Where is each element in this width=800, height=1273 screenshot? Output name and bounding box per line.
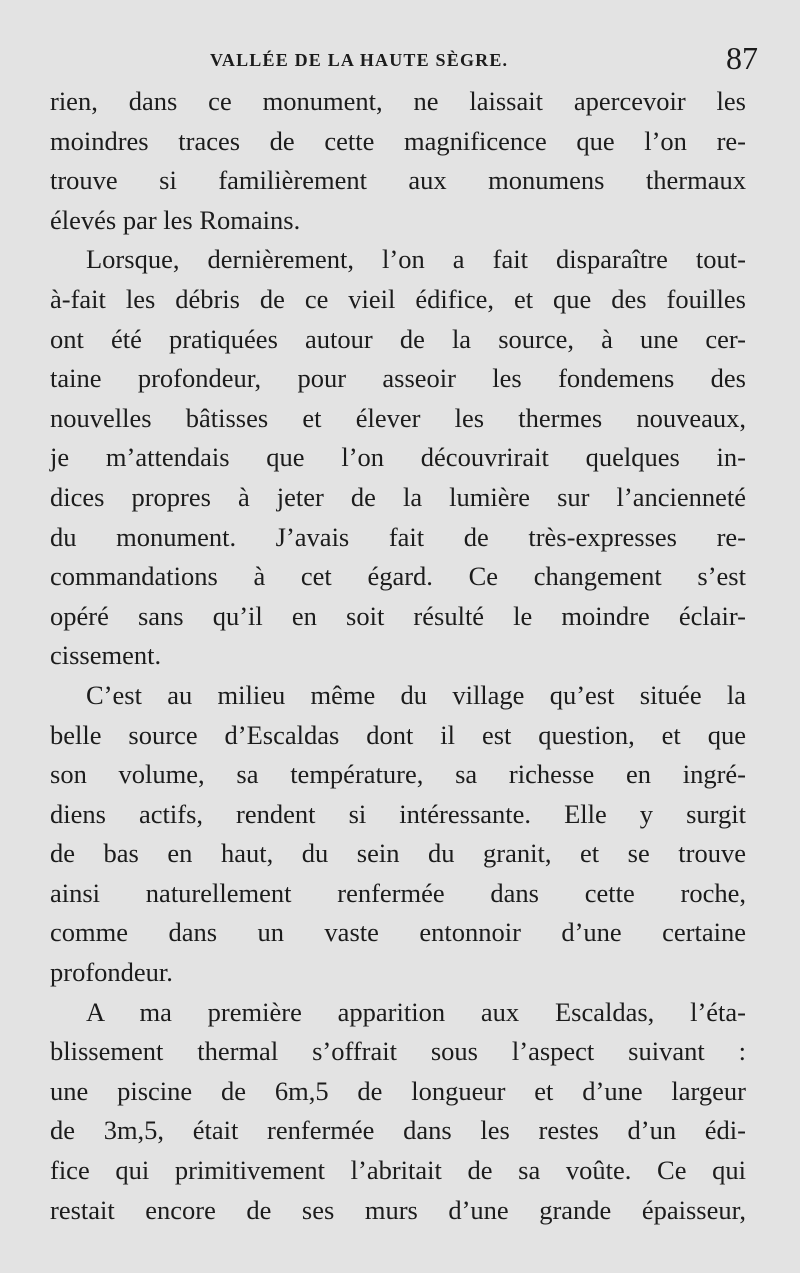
page-header <box>50 32 758 82</box>
text-line: élevés par les Romains. <box>50 204 301 235</box>
text-line: opéré sans qu’il en soit résulté le moindre éclair- <box>50 600 746 631</box>
text-line: rien, dans ce monument, ne laissait apercevoir les <box>50 86 746 116</box>
text-line: de bas en haut, du sein du granit, et se trouve <box>50 838 746 869</box>
text-line: diens actifs, rendent si intéressante. Elle y surgit <box>50 798 746 829</box>
text-line: restait encore de ses murs d’une grande épaisseur, <box>50 1194 746 1225</box>
text-line: dices propres à jeter de la lumière sur l’ancienneté <box>50 481 746 512</box>
text-line: nouvelles bâtisses et élever les thermes nouveaux, <box>50 402 746 433</box>
text-line: moindres traces de cette magnificence que l’on re- <box>50 125 746 156</box>
text-line: une piscine de 6m,5 de longueur et d’une largeur <box>50 1075 746 1106</box>
text-line: blissement thermal s’offrait sous l’aspect suivant : <box>50 1036 746 1067</box>
text-line: son volume, sa température, sa richesse en ingré- <box>50 759 746 790</box>
text-line: fice qui primitivement l’abritait de sa voûte. Ce qui <box>50 1155 746 1186</box>
text-line: A ma première apparition aux Escaldas, l’éta- <box>86 996 746 1027</box>
text-line: belle source d’Escaldas dont il est question, et que <box>50 719 746 750</box>
text-line: C’est au milieu même du village qu’est située la <box>86 679 746 710</box>
text-line: je m’attendais que l’on découvrirait quelques in- <box>50 442 746 473</box>
text-line: du monument. J’avais fait de très-expresses re- <box>50 521 746 552</box>
text-line: comme dans un vaste entonnoir d’une certaine <box>50 917 746 948</box>
body-text <box>50 82 746 1230</box>
text-line: ainsi naturellement renfermée dans cette roche, <box>50 877 746 908</box>
text-line: trouve si familièrement aux monumens thermaux <box>50 165 746 196</box>
page-number: 87 <box>726 40 758 76</box>
text-line: profondeur. <box>50 957 173 988</box>
text-line: taine profondeur, pour asseoir les fondemens des <box>50 363 746 394</box>
text-line: Lorsque, dernièrement, l’on a fait disparaître tout- <box>86 244 746 275</box>
text-line: à-fait les débris de ce vieil édifice, et que des fouilles <box>50 283 746 314</box>
text-line: ont été pratiquées autour de la source, à une cer- <box>50 323 746 354</box>
text-line: cissement. <box>50 640 162 671</box>
text-line: de 3m,5, était renfermée dans les restes d’un édi- <box>50 1115 746 1146</box>
running-title: VALLÉE DE LA HAUTE SÈGRE. <box>210 50 509 70</box>
text-line: commandations à cet égard. Ce changement s’est <box>50 561 746 592</box>
